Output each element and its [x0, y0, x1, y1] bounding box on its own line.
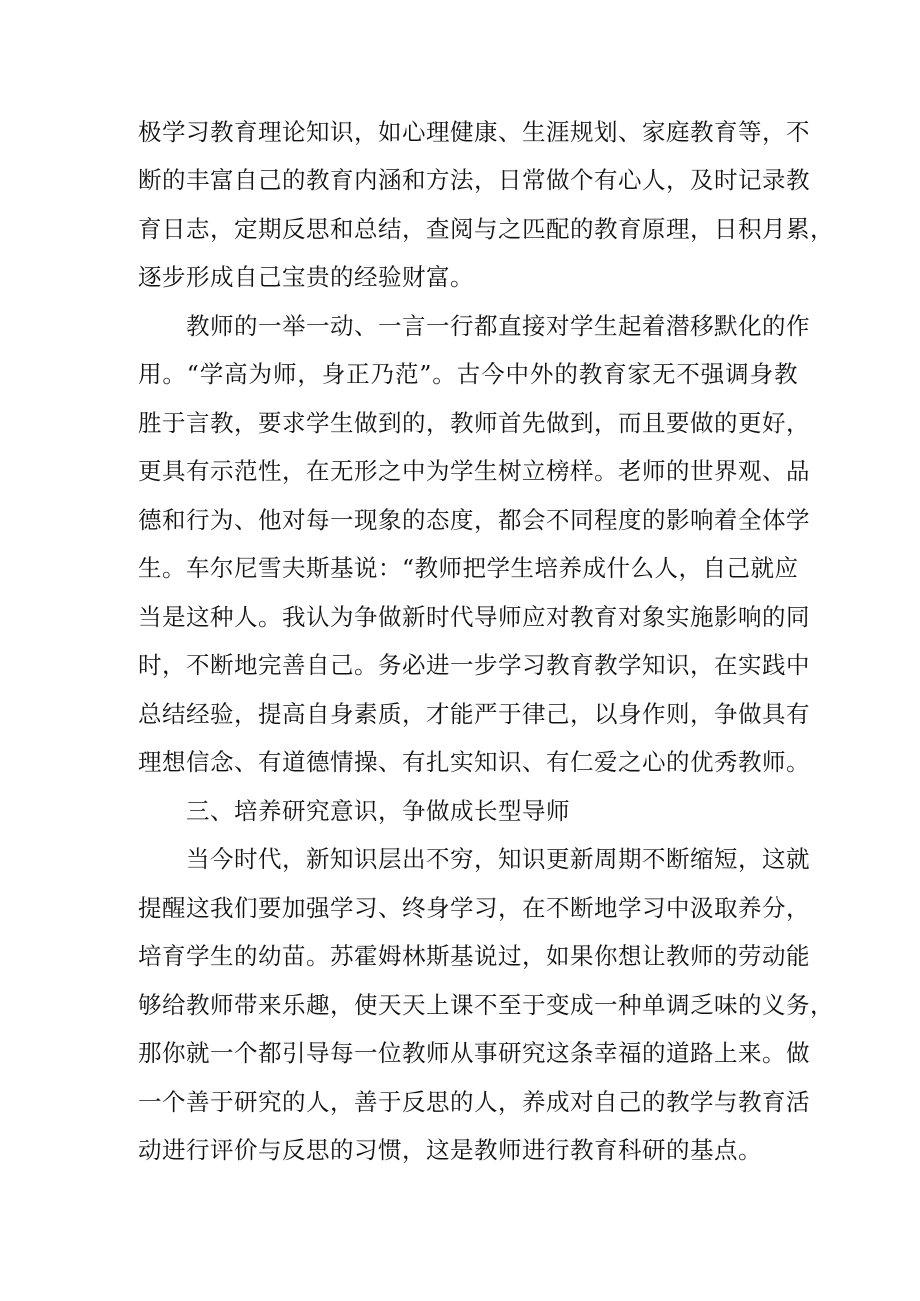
- text-line: 逐步形成自己宝贵的经验财富。: [138, 263, 474, 291]
- text-line: 够给教师带来乐趣，使天天上课不至于变成一种单调乏味的义务，: [138, 991, 834, 1019]
- text-line: 极学习教育理论知识，如心理健康、生涯规划、家庭教育等，不: [138, 118, 810, 146]
- text-line: 提醒这我们要加强学习、终身学习，在不断地学习中汲取养分，: [138, 894, 810, 922]
- text-line: 德和行为、他对每一现象的态度，都会不同程度的影响着全体学: [138, 506, 810, 534]
- text-line: 理想信念、有道德情操、有扎实知识、有仁爱之心的优秀教师。: [138, 748, 810, 776]
- text-line: 动进行评价与反思的习惯，这是教师进行教育科研的基点。: [138, 1136, 762, 1164]
- text-line: 一个善于研究的人，善于反思的人，养成对自己的教学与教育活: [138, 1088, 810, 1116]
- text-line: 生。车尔尼雪夫斯基说：“教师把学生培养成什么人，自己就应: [138, 554, 799, 582]
- text-line: 总结经验，提高自身素质，才能严于律己，以身作则，争做具有: [138, 700, 810, 728]
- section-heading: 三、培养研究意识，争做成长型导师: [186, 797, 570, 825]
- text-line: 更具有示范性，在无形之中为学生树立榜样。老师的世界观、品: [138, 457, 810, 485]
- text-line: 培育学生的幼苗。苏霍姆林斯基说过，如果你想让教师的劳动能: [138, 942, 810, 970]
- text-line: 育日志，定期反思和总结，查阅与之匹配的教育原理，日积月累，: [138, 215, 834, 243]
- text-line: 用。“学高为师，身正乃范”。古今中外的教育家无不强调身教: [138, 360, 798, 388]
- text-line: 时，不断地完善自己。务必进一步学习教育教学知识，在实践中: [138, 651, 810, 679]
- paragraph-start-line: 教师的一举一动、一言一行都直接对学生起着潜移默化的作: [186, 312, 810, 340]
- text-line: 断的丰富自己的教育内涵和方法，日常做个有心人，及时记录教: [138, 166, 810, 194]
- text-line: 胜于言教，要求学生做到的，教师首先做到，而且要做的更好，: [138, 409, 810, 437]
- paragraph-start-line: 当今时代，新知识层出不穷，知识更新周期不断缩短，这就: [186, 845, 810, 873]
- text-line: 那你就一个都引导每一位教师从事研究这条幸福的道路上来。做: [138, 1039, 810, 1067]
- text-line: 当是这种人。我认为争做新时代导师应对教育对象实施影响的同: [138, 603, 810, 631]
